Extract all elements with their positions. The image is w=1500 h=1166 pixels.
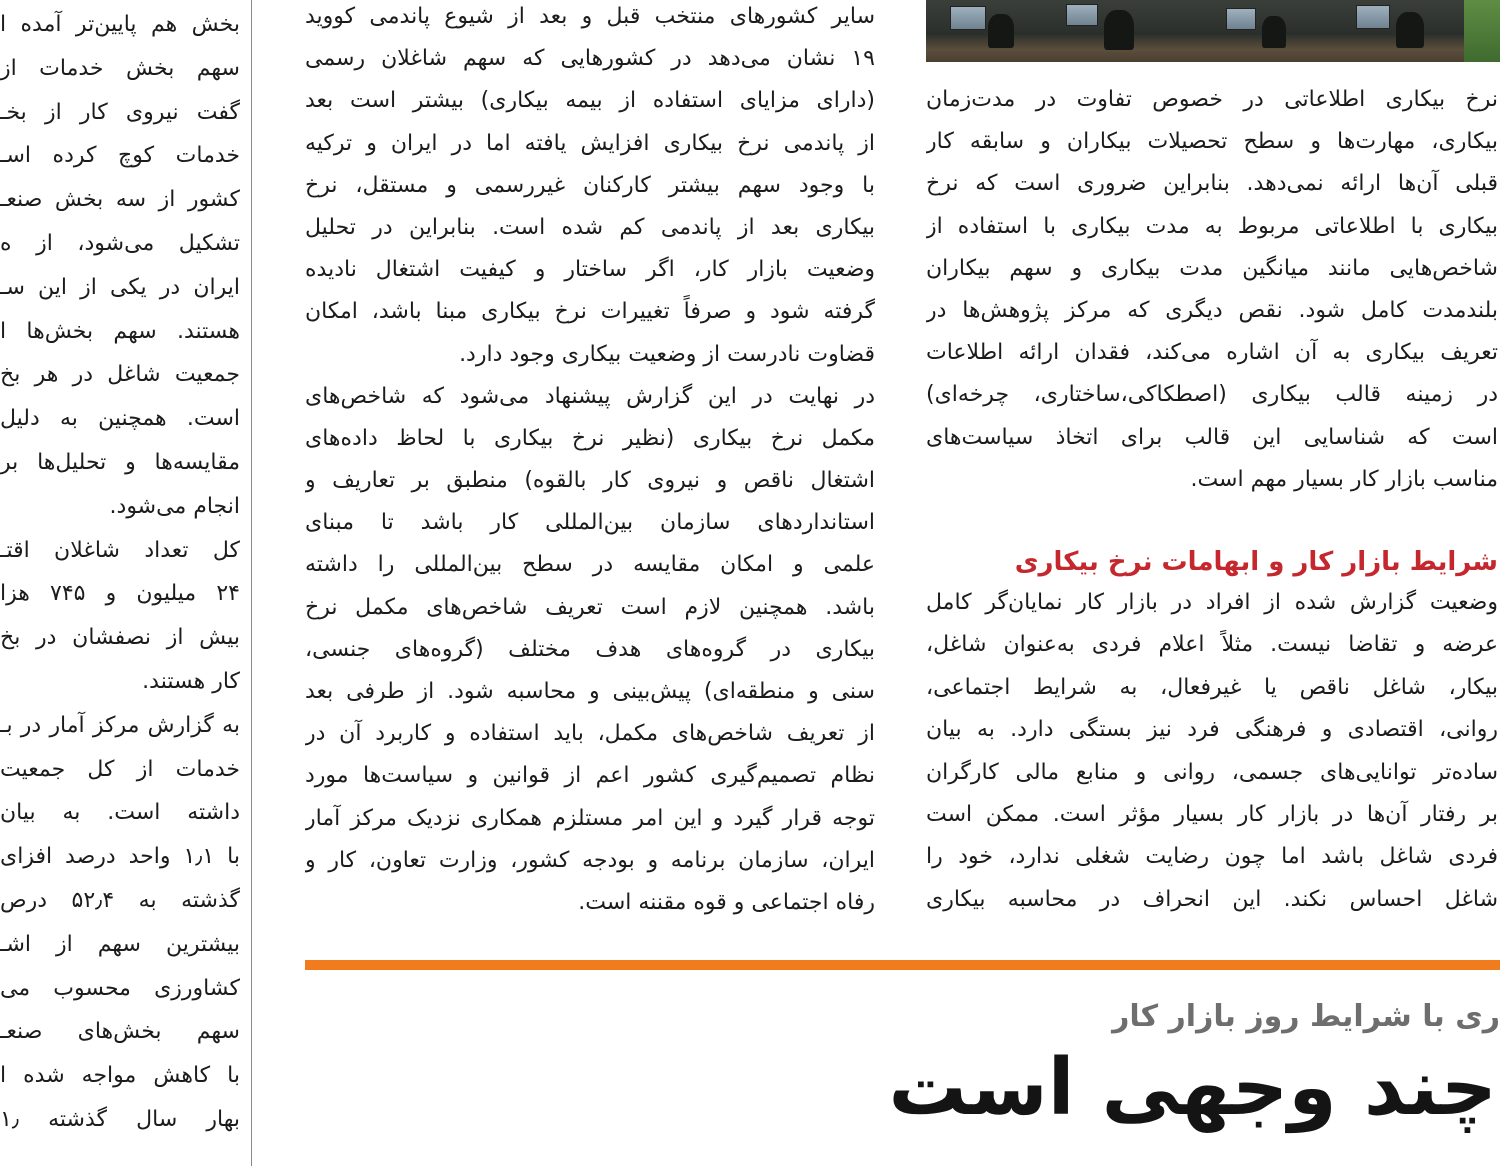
article-column-right-continued [926, 582, 1498, 921]
text-line: ۱۹ نشان می‌دهد در کشورهایی که سهم شاغلان رسمی [305, 46, 875, 72]
text-line: (دارای مزایای استفاده از بیمه بیکاری) بیشتر است بعد [305, 88, 875, 114]
photo-detail [1066, 4, 1098, 26]
text-line: مقایسه‌ها و تحلیل‌ها بر [0, 449, 240, 475]
text-line: شاخص‌هایی مانند میانگین مدت بیکاری و سهم بیکاران [926, 255, 1498, 281]
section-heading: شرایط بازار کار و ابهامات نرخ بیکاری [1014, 547, 1498, 577]
paragraph [0, 3, 240, 529]
text-line: ساده‌تر توانایی‌های جسمی، روانی و منابع مالی کارگران [926, 759, 1498, 785]
text-line: مناسب بازار کار بسیار مهم است. [1190, 466, 1498, 492]
text-line: است که شناسایی این قالب برای اتخاذ سیاست‌های [926, 424, 1498, 450]
text-line: مکمل نرخ بیکاری (نظیر نرخ بیکاری با لحاظ داده‌های [305, 425, 875, 451]
text-line: بهار سال گذشته ۱٫ [0, 1106, 240, 1132]
text-line: بلندمدت کامل شود. نقص دیگری که مرکز پژوهش‌ها در [926, 297, 1498, 323]
text-line: نظام تصمیم‌گیری کشور اعم از قوانین و سیاست‌ها مورد [305, 763, 875, 789]
text-line: با وجود سهم بیشتر کارکنان غیررسمی و مستقل، نرخ [305, 172, 875, 198]
parliament-photo [926, 0, 1500, 62]
paragraph [0, 529, 240, 704]
column-divider [251, 0, 252, 1166]
text-line: توجه قرار گیرد و این امر مستلزم همکاری نزدیک مرکز آمار [305, 805, 875, 831]
text-line: بیکار، شاغل ناقص یا غیرفعال، به شرایط اجتماعی، [926, 674, 1498, 700]
text-line: از تعریف شاخص‌های مکمل، باید استفاده و کاربرد آن در [305, 721, 875, 747]
text-line: ایران، سازمان برنامه و بودجه کشور، وزارت تعاون، کار و [305, 847, 875, 873]
text-line: بر رفتار آن‌ها در بازار کار بسیار مؤثر است. ممکن است [926, 801, 1498, 827]
paragraph [926, 79, 1498, 501]
text-line: کشاورزی محسوب می‌ [0, 975, 240, 1001]
text-line: سنی و منطقه‌ای) پیش‌بینی و محاسبه شود. از طرفی بعد [305, 679, 875, 704]
article-column-left [0, 3, 240, 1142]
text-line: عرضه و تقاضا نیست. مثلاً اعلام فردی به‌عنوان شاغل، [926, 632, 1498, 658]
text-line: باشد. همچنین لازم است تعریف شاخص‌های مکمل نرخ [305, 594, 875, 620]
text-line: بیکاری، مهارت‌ها و سطح تحصیلات بیکاران و سابقه کار [926, 129, 1498, 155]
text-line: کشور از سه بخش صنعـ [0, 187, 240, 213]
text-line: به گزارش مرکز آمار در بـ [0, 712, 240, 738]
text-line: خدمات از کل جمعیت [0, 756, 240, 782]
photo-detail [950, 6, 986, 30]
text-line: است. همچنین به دلیل [0, 406, 240, 432]
text-line: سهم بخش خدمات از [0, 55, 240, 81]
text-line: با کاهش مواجه شده ا [0, 1063, 240, 1089]
text-line: قبلی آن‌ها ارائه نمی‌دهد. بنابراین ضروری است که نرخ [926, 171, 1498, 197]
photo-detail [1226, 8, 1256, 30]
text-line: انجام می‌شود. [109, 493, 240, 519]
text-line: گرفته شود و صرفاً تغییرات نرخ بیکاری مبنا باشد، امکان [305, 299, 875, 325]
text-line: تعریف بیکاری به آن اشاره می‌کند، فقدان ارائه اطلاعات [926, 340, 1498, 366]
text-line: تشکیل می‌شود، از ه [0, 230, 240, 256]
photo-detail [988, 14, 1014, 48]
paragraph [0, 704, 240, 1142]
text-line: در زمینه قالب بیکاری (اصطکاکی،ساختاری، چرخه‌ای) [926, 382, 1498, 408]
text-line: بیکاری بعد از پاندمی کم شده است. بنابراین در تحلیل [305, 214, 875, 240]
photo-detail [1464, 0, 1500, 62]
paragraph [926, 582, 1498, 921]
text-line: سهم بخش‌های صنعـ [0, 1019, 240, 1045]
text-line: ۲۴ میلیون و ۷۴۵ هزا [0, 581, 240, 607]
text-line: بیش از نصفشان در بخ [0, 625, 240, 651]
text-line: در نهایت در این گزارش پیشنهاد می‌شود که شاخص‌های [305, 383, 875, 409]
text-line: بیکاری در گروه‌های هدف مختلف (گروه‌های جنسی، [305, 636, 875, 662]
article-column-middle [305, 0, 875, 924]
text-line: وضعیت بازار کار، اگر ساختار و کیفیت اشتغال نادیده [305, 257, 875, 283]
text-line: ایران در یکی از این سـ [0, 274, 240, 300]
text-line: اشتغال ناقص و نیروی کار بالقوه) منطبق بر تعاریف و [305, 468, 875, 494]
text-line: رفاه اجتماعی و قوه مقننه است. [578, 889, 875, 915]
text-line: گفت نیروی کار از بخـ [0, 99, 240, 125]
text-line: بیکاری با اطلاعاتی مربوط به مدت بیکاری با استفاده از [926, 213, 1498, 239]
text-line: سایر کشورهای منتخب قبل و بعد از شیوع پاندمی کووید [305, 4, 875, 29]
text-line: علمی و امکان مقایسه در سطح بین‌المللی را داشته [305, 552, 875, 578]
text-line: داشته است. به بیان [0, 800, 240, 826]
text-line: کار هستند. [142, 668, 240, 694]
text-line: وضعیت گزارش شده از افراد در بازار کار نمایان‌گر کامل [926, 590, 1498, 615]
text-line: قضاوت نادرست از وضعیت بیکاری وجود دارد. [459, 341, 875, 367]
photo-detail [1262, 16, 1286, 48]
article-column-right [926, 79, 1498, 501]
text-line: نرخ بیکاری اطلاعاتی در خصوص تفاوت در مدت‌زمان [926, 87, 1498, 112]
text-line: شاغل احساس نکند. این انحراف در محاسبه بیکاری [926, 886, 1498, 912]
paragraph [305, 376, 875, 924]
photo-detail [1104, 10, 1134, 50]
text-line: با ۱٫۱ واحد درصد افزای [0, 844, 240, 870]
headline-title: چند وجهی است [888, 1043, 1497, 1133]
text-line: جمعیت شاغل در هر بخ [0, 362, 240, 388]
text-line: هستند. سهم بخش‌ها ا [0, 318, 240, 344]
text-line: بخش هم پایین‌تر آمده ا [0, 12, 240, 37]
text-line: استانداردهای سازمان بین‌المللی کار باشد تا مبنای [305, 510, 875, 536]
text-line: خدمات کوچ کرده اسـ [0, 143, 240, 169]
photo-detail [1396, 12, 1424, 48]
paragraph [305, 0, 875, 376]
headline-kicker: ری با شرایط روز بازار کار [1112, 999, 1500, 1034]
text-line: روانی، اقتصادی و فرهنگی فرد نیز بستگی دارد. به بیان [926, 717, 1498, 743]
text-line: بیشترین سهم از اشـ [0, 931, 240, 957]
photo-detail [1356, 5, 1390, 29]
accent-rule [305, 960, 1500, 970]
text-line: فردی شاغل باشد اما چون رضایت شغلی ندارد، خود را [926, 844, 1498, 870]
text-line: کل تعداد شاغلان اقتـ [0, 537, 240, 563]
text-line: از پاندمی نرخ بیکاری افزایش یافته اما در ایران و ترکیه [305, 130, 875, 156]
text-line: گذشته به ۵۲٫۴ درص [0, 887, 240, 913]
